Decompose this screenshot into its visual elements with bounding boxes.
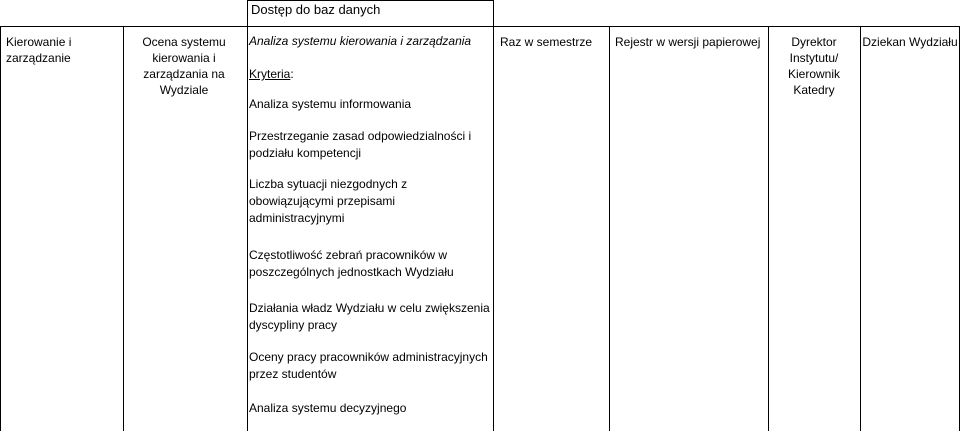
responsible-text: Dyrektor Instytutu/ Kierownik Katedry <box>787 35 841 97</box>
criteria-label: Kryteria: <box>249 67 294 81</box>
frequency-text: Raz w semestrze <box>500 35 593 49</box>
criterion-item: Liczba sytuacji niezgodnych z obowiązującymi przepisami administracyjnymi <box>249 177 408 225</box>
supervisor-cell <box>862 34 958 50</box>
col-border-4 <box>609 26 610 431</box>
area-cell <box>6 34 118 66</box>
criterion-item: Analiza systemu decyzyjnego <box>249 401 407 415</box>
col-border-1 <box>123 26 124 431</box>
header-title: Dostęp do baz danych <box>251 2 381 17</box>
responsible-cell <box>770 34 858 98</box>
col-border-2 <box>247 0 248 431</box>
col-border-3 <box>493 0 494 431</box>
table-top-border <box>0 26 960 27</box>
task-title: Analiza systemu kierowania i zarządzania <box>249 34 472 48</box>
frequency-cell <box>500 34 608 50</box>
criterion-item: Działania władz Wydziału w celu zwiększenia dyscypliny pracy <box>249 301 490 332</box>
subarea-text: Ocena systemu kierowania i zarządzania na Wydziale <box>142 35 226 97</box>
col-border-0 <box>0 26 1 431</box>
subarea-cell <box>125 34 243 98</box>
documentation-cell <box>615 34 767 50</box>
col-border-5 <box>768 26 769 431</box>
criterion-item: Częstotliwość zebrań pracowników w poszczególnych jednostkach Wydziału <box>249 248 454 279</box>
area-text: Kierowanie i zarządzanie <box>6 35 72 65</box>
col-border-6 <box>860 26 861 431</box>
header-cell-database-access <box>247 0 497 26</box>
criterion-item: Przestrzeganie zasad odpowiedzialności i podziału kompetencji <box>249 129 472 160</box>
criterion-item: Analiza systemu informowania <box>249 97 412 111</box>
supervisor-text: Dziekan Wydziału <box>862 35 958 49</box>
header-top-border <box>247 0 494 1</box>
documentation-text: Rejestr w wersji papierowej <box>615 35 761 49</box>
criterion-item: Oceny pracy pracowników administracyjnych przez studentów <box>249 350 488 381</box>
